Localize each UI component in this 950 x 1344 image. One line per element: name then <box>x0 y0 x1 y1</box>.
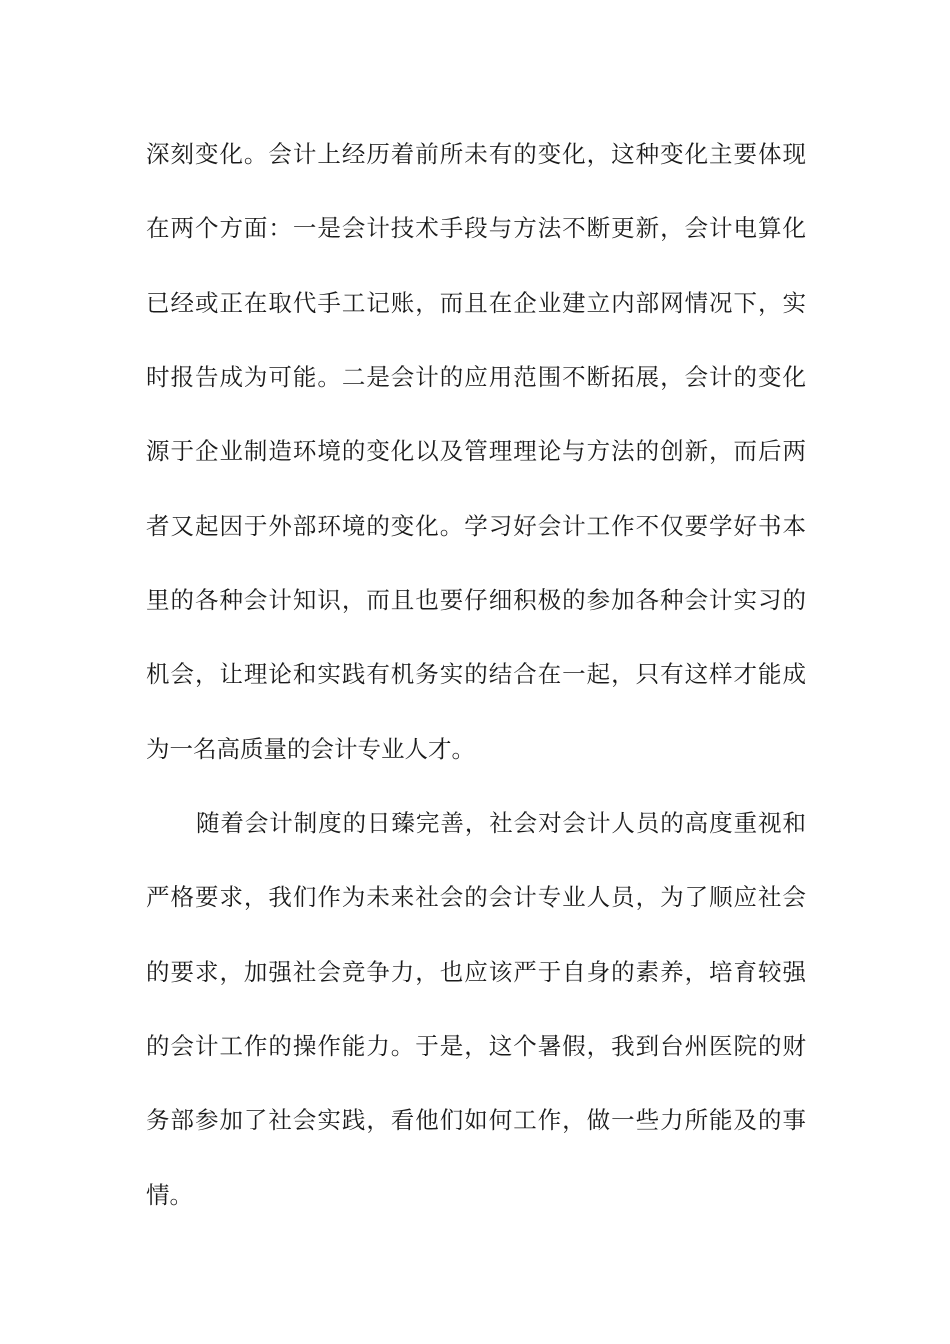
paragraph-1-line-1: 深刻变化。会计上经历着前所未有的变化，这种变化主要体现 <box>146 140 806 168</box>
paragraph-2-line-5: 务部参加了社会实践，看他们如何工作，做一些力所能及的事 <box>146 1106 806 1134</box>
paragraph-2-line-4: 的会计工作的操作能力。于是，这个暑假，我到台州医院的财 <box>146 1032 806 1060</box>
paragraph-1-line-9: 为一名高质量的会计专业人才。 <box>146 735 475 763</box>
paragraph-1-line-7: 里的各种会计知识，而且也要仔细积极的参加各种会计实习的 <box>146 586 806 614</box>
paragraph-2-line-6: 情。 <box>146 1181 193 1209</box>
paragraph-1-line-5: 源于企业制造环境的变化以及管理理论与方法的创新，而后两 <box>146 437 806 465</box>
paragraph-1-line-6: 者又起因于外部环境的变化。学习好会计工作不仅要学好书本 <box>146 512 806 540</box>
paragraph-1-line-8: 机会，让理论和实践有机务实的结合在一起，只有这样才能成 <box>146 660 806 688</box>
paragraph-1-line-4: 时报告成为可能。二是会计的应用范围不断拓展，会计的变化 <box>146 363 806 391</box>
paragraph-1-line-2: 在两个方面：一是会计技术手段与方法不断更新，会计电算化 <box>146 214 806 242</box>
paragraph-2-line-1: 随着会计制度的日臻完善，社会对会计人员的高度重视和 <box>196 809 806 837</box>
paragraph-1-line-3: 已经或正在取代手工记账，而且在企业建立内部网情况下，实 <box>146 289 806 317</box>
paragraph-2-line-2: 严格要求，我们作为未来社会的会计专业人员，为了顺应社会 <box>146 883 806 911</box>
paragraph-2-line-3: 的要求，加强社会竞争力，也应该严于自身的素养，培育较强 <box>146 958 806 986</box>
